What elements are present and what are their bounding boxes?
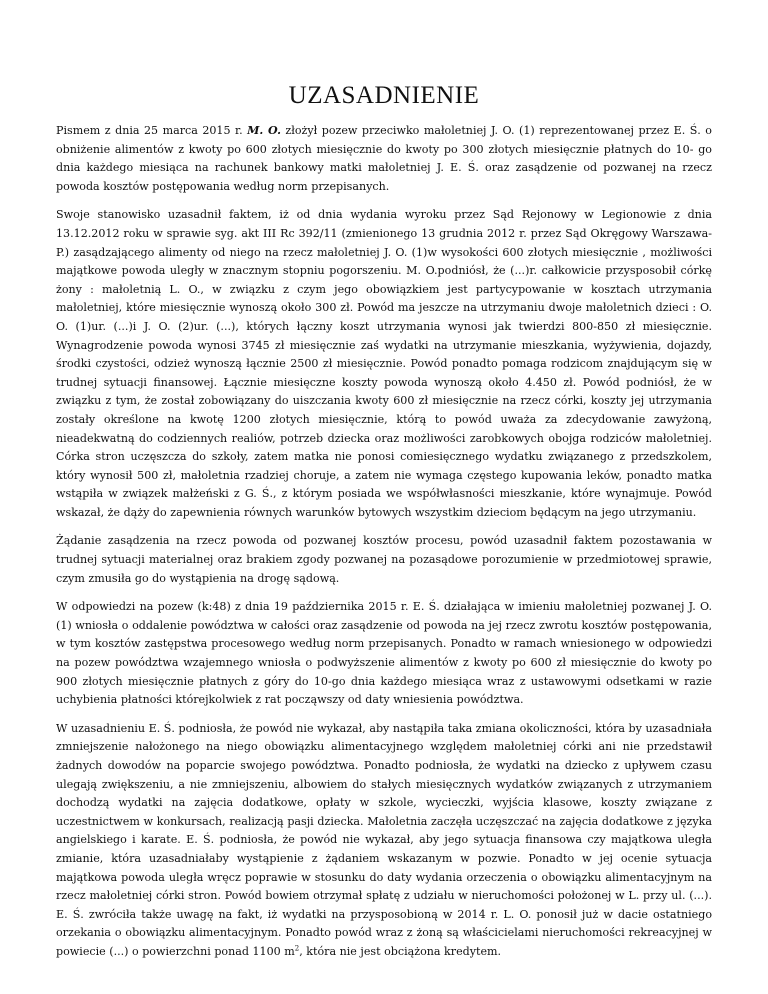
document-page [56,82,712,972]
paragraph-3: Żądanie zasądzenia na rzecz powoda od pozwanej kosztów procesu, powód uzasadnił faktem pozostawania w trudnej sytuacji materialnej oraz brakiem zgody pozwanej na pozasądowe porozumienie w przedmiotowej sprawie, czym zmusiła go do wystąpienia na drogę sądową. [56,534,712,585]
paragraph-5 [56,720,712,962]
document-title: UZASADNIENIE [288,82,480,109]
paragraph-5-text: W uzasadnieniu E. Ś. podniosła, że powód nie wykazał, aby nastąpiła taka zmiana okoliczności, która by uzasadniała zmniejszenie nałożonego na niego obowiązku alimentacyjnego względem małoletniej córki ani nie przedstawił żadnych dowodów na poparcie swojego powództwa. Ponadto podniosła, że wydatki na dziecko z upływem czasu ulegają zwiększeniu, a nie zmniejszeniu, albowiem do stałych miesięcznych wydatków związanych z utrzymaniem dochodzą wydatki na zajęcia dodatkowe, opłaty w szkole, wycieczki, wyjścia klasowe, koszty związane z uczestnictwem w konkursach, realizacją pasji dziecka. Małoletnia zaczęła uczęszczać na zajęcia dodatkowe z języka angielskiego i karate. E. Ś. podniosła, że powód nie wykazał, aby jego sytuacja finansowa czy majątkowa uległa zmianie, która uzasadniałaby wystąpienie z żądaniem wskazanym w pozwie. Ponadto w jej ocenie sytuacja majątkowa powoda uległa wręcz poprawie w stosunku do daty wydania orzeczenia o obowiązku alimentacyjnym na rzecz małoletniej córki stron. Powód bowiem otrzymał spłatę z udziału w nieruchomości położonej w L. przy ul. (...). E. Ś. zwróciła także uwagę na fakt, iż wydatki na przysposobioną w 2014 r. L. O. ponosił już w dacie ostatniego orzekania o obowiązku alimentacyjnym. Ponadto powód wraz z żoną są właścicielami nieruchomości rekreacyjnej w powiecie (...) o powierzchni ponad 1100 m [56,721,712,958]
paragraph-5-end: , która nie jest obciążona kredytem. [299,944,502,958]
paragraph-1-intro: Pismem z dnia 25 marca 2015 r. [56,124,248,137]
paragraph-2: Swoje stanowisko uzasadnił faktem, iż od dnia wydania wyroku przez Sąd Rejonowy w Legionowie z dnia 13.12.2012 roku w sprawie syg. akt III Rc 392/11 (zmienionego 13 grudnia 2012 r. przez Sąd Okręgowy Warszawa- P.) zasądzającego alimenty od niego na rzecz małoletniej J. O. (1)w wysokości 600 złotych miesięcznie , możliwości majątkowe powoda uległy w znacznym stopniu pogorszeniu. M. O.podniósł, że (...)r. całkowicie przysposobił córkę żony : małoletnią L. O., w związku z czym jego obowiązkiem jest partycypowanie w kosztach utrzymania małoletniej, które miesięcznie wynoszą około 300 zł. Powód ma jeszcze na utrzymaniu dwoje małoletnich dzieci : O. O. (1)ur. (...)i J. O. (2)ur. (...), których łączny koszt utrzymania wynosi jak twierdzi 800-850 zł miesięcznie. Wynagrodzenie powoda wynosi 3745 zł miesięcznie zaś wydatki na utrzymanie mieszkania, wyżywienia, dojazdy, środki czystości, odzież wynoszą łącznie 2500 zł miesięcznie. Powód ponadto pomaga rodzicom znajdującym się w trudnej sytuacji finansowej. Łącznie miesięczne koszty powoda wynoszą około 4.450 zł. Powód podniósł, że w związku z tym, że został zobowiązany do uiszczania kwoty 600 zł miesięcznie na rzecz córki, koszty jej utrzymania zostały określone na kwotę 1200 złotych miesięcznie, którą to powód uważa za zdecydowanie zawyżoną, nieadekwatną do codziennych realiów, potrzeb dziecka oraz możliwości zarobkowych obojga rodziców małoletniej. Córka stron uczęszcza do szkoły, zatem matka nie ponosi comiesięcznego wydatku związanego z przedszkolem, który wynosił 500 zł, małoletnia rzadziej choruje, a zatem nie wymaga częstego kupowania leków, ponadto matka wstąpiła w związek małżeński z G. Ś., z którym posiada we współwłasności mieszkanie, które wynajmuje. Powód wskazał, że dąży do zapewnienia równych warunków bytowych wszystkim dzieciom będącym na jego utrzymaniu. [56,208,712,519]
plaintiff-name: M. O. [247,124,281,137]
paragraph-4: W odpowiedzi na pozew (k:48) z dnia 19 października 2015 r. E. Ś. działająca w imieniu małoletniej pozwanej J. O. (1) wniosła o oddalenie powództwa w całości oraz zasądzenie od powoda na jej rzecz zwrotu kosztów postępowania, w tym kosztów zastępstwa procesowego według norm przepisanych. Ponadto w ramach wniesionego w odpowiedzi na pozew powództwa wzajemnego wniosła o podwyższenie alimentów z kwoty po 600 zł miesięcznie do kwoty po 900 złotych miesięcznie płatnych z góry do 10-go dnia każdego miesiąca wraz z ustawowymi odsetkami w razie uchybienia płatności którejkolwiek z rat począwszy od daty wniesienia powództwa. [56,600,712,707]
superscript-2: 2 [294,944,300,953]
paragraph-1 [56,122,712,196]
paragraph-1-rest: złożył pozew przeciwko małoletniej J. O. (1) reprezentowanej przez E. Ś. o obniżenie alimentów z kwoty po 600 złotych miesięcznie do kwoty po 300 złotych miesięcznie płatnych do 10- go dnia każdego miesiąca na rachunek bankowy matki małoletniej J. E. Ś. oraz zasądzenie od pozwanej na rzecz powoda kosztów postępowania według norm przepisanych. [56,124,712,193]
